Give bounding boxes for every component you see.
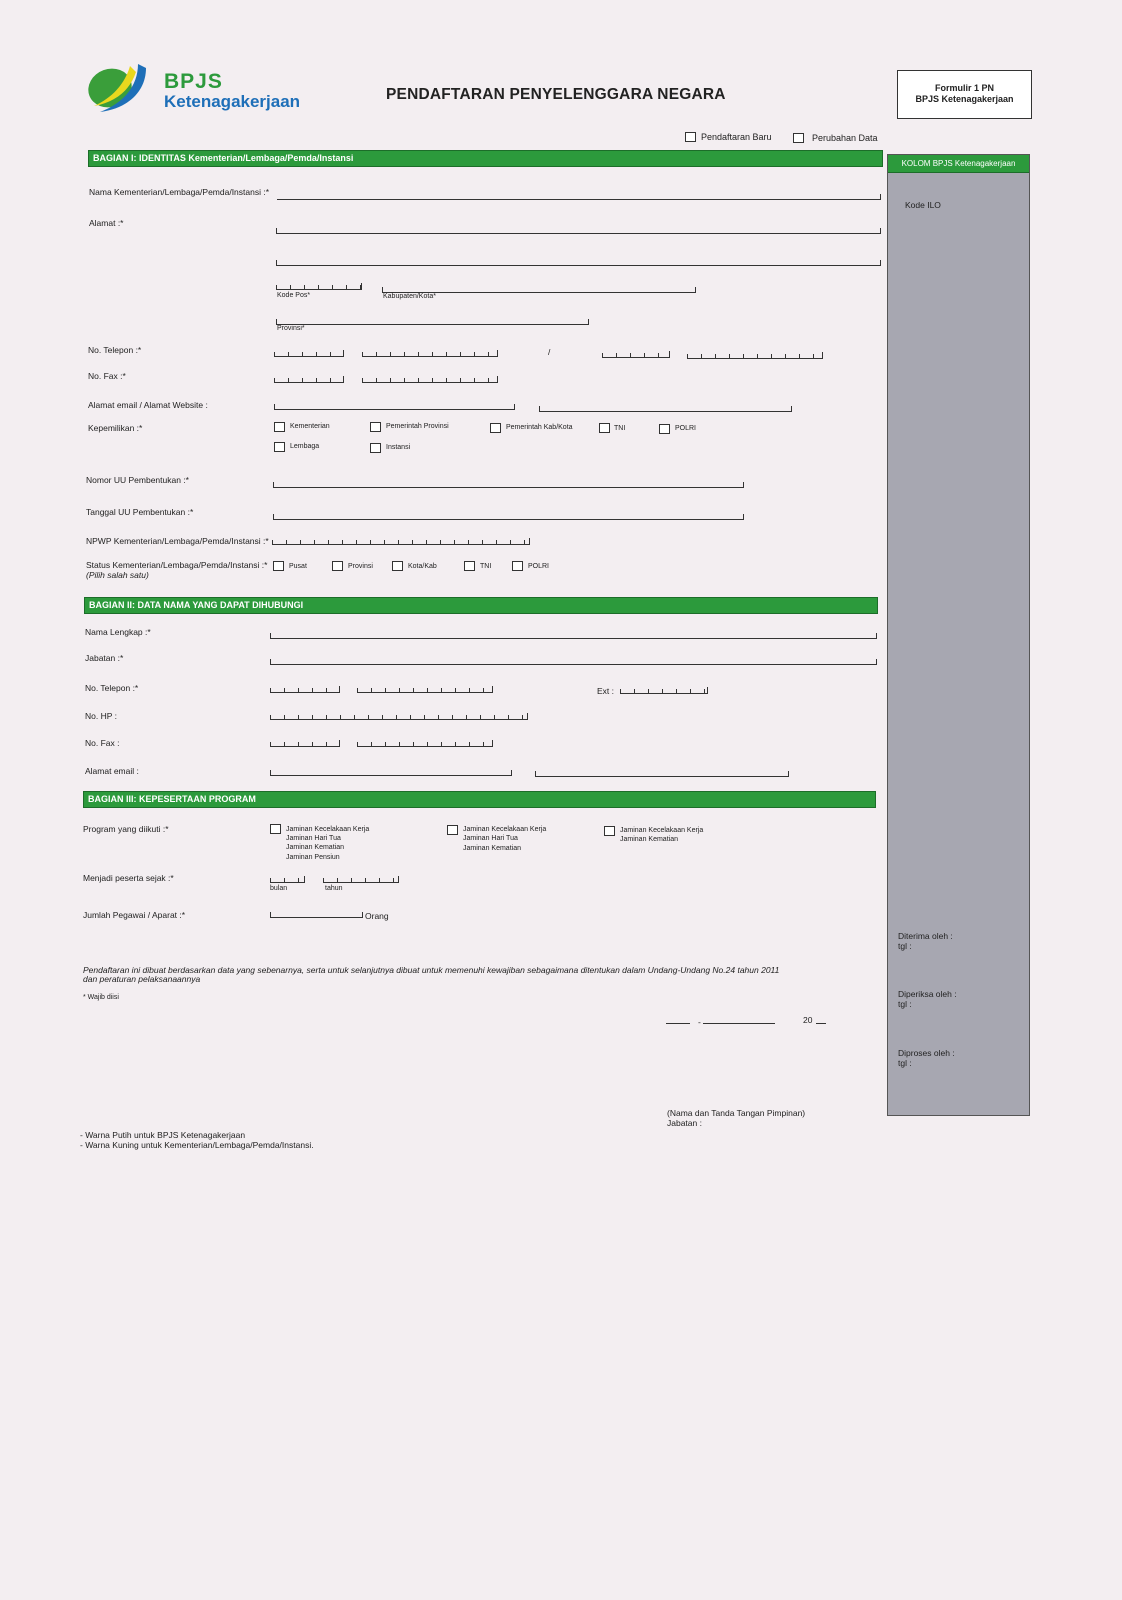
employee-count-label: Jumlah Pegawai / Aparat :* xyxy=(83,910,186,920)
law-date-field[interactable] xyxy=(273,514,744,520)
address-field-1[interactable] xyxy=(276,228,881,234)
law-number-label: Nomor UU Pembentukan :* xyxy=(86,475,189,485)
status-central-checkbox[interactable] xyxy=(273,561,284,571)
contact-ext-field[interactable] xyxy=(620,687,708,694)
sign-day-field[interactable] xyxy=(666,1023,690,1024)
member-since-year-label: tahun xyxy=(325,885,343,892)
change-data-label: Perubahan Data xyxy=(812,133,878,143)
own-regency-label: Pemerintah Kab/Kota xyxy=(506,424,573,431)
program-option3-item2: Jaminan Kematian xyxy=(620,836,678,843)
processed-by-label: Diproses oleh : xyxy=(898,1048,955,1058)
own-polri-label: POLRI xyxy=(675,425,697,432)
phone-area-code-field[interactable] xyxy=(274,350,344,357)
contact-hp-field[interactable] xyxy=(270,713,528,720)
status-city-label: Kota/Kab xyxy=(408,563,437,570)
own-ministry-label: Kementerian xyxy=(290,423,330,430)
own-tni-label: TNI xyxy=(614,425,626,432)
checked-by-label: Diperiksa oleh : xyxy=(898,989,957,999)
logo-text-top: BPJS xyxy=(164,70,223,93)
contact-position-label: Jabatan :* xyxy=(85,653,124,663)
sign-year-field[interactable] xyxy=(816,1023,826,1024)
program-option2-item2: Jaminan Hari Tua xyxy=(463,835,518,842)
email-field[interactable] xyxy=(274,404,515,410)
program-option3-checkbox[interactable] xyxy=(604,826,615,836)
contact-fax-number-field[interactable] xyxy=(357,740,493,747)
change-data-checkbox[interactable] xyxy=(793,133,804,143)
npwp-label: NPWP Kementerian/Lembaga/Pemda/Instansi :* xyxy=(86,536,269,546)
law-date-label: Tanggal UU Pembentukan :* xyxy=(86,507,194,517)
declaration-line2: dan peraturan pelaksanaannya xyxy=(83,974,201,984)
own-ministry-checkbox[interactable] xyxy=(274,422,285,432)
contact-hp-label: No. HP : xyxy=(85,711,117,721)
status-central-label: Pusat xyxy=(289,563,307,570)
contact-name-field[interactable] xyxy=(270,633,877,639)
website-field[interactable] xyxy=(539,406,792,412)
sign-year-prefix: 20 xyxy=(803,1015,813,1025)
member-since-label: Menjadi peserta sejak :* xyxy=(83,873,174,883)
section3-heading: BAGIAN III: KEPESERTAAN PROGRAM xyxy=(83,791,876,808)
province-label: Provinsi* xyxy=(277,325,305,332)
new-registration-checkbox[interactable] xyxy=(685,132,696,142)
contact-email-field-2[interactable] xyxy=(535,771,789,777)
own-tni-checkbox[interactable] xyxy=(599,423,610,433)
program-option2-item1: Jaminan Kecelakaan Kerja xyxy=(463,826,547,833)
member-since-month-label: bulan xyxy=(270,885,288,892)
status-province-checkbox[interactable] xyxy=(332,561,343,571)
signature-position-label: Jabatan : xyxy=(667,1118,702,1128)
status-note: (Pilih salah satu) xyxy=(86,570,149,580)
contact-name-label: Nama Lengkap :* xyxy=(85,627,151,637)
logo-text-bottom: Ketenagakerjaan xyxy=(164,92,301,111)
section1-heading: BAGIAN I: IDENTITAS Kementerian/Lembaga/Pemda/Instansi xyxy=(88,150,883,167)
mandatory-note: * Wajib diisi xyxy=(83,994,119,1001)
copy-note-yellow: - Warna Kuning untuk Kementerian/Lembaga/Pemda/Instansi. xyxy=(80,1140,314,1150)
new-registration-label: Pendaftaran Baru xyxy=(701,132,772,142)
form-id-line2: BPJS Ketenagakerjaan xyxy=(915,94,1014,104)
ownership-label: Kepemilikan :* xyxy=(88,423,143,433)
program-option2-checkbox[interactable] xyxy=(447,825,458,835)
form-id-line1: Formulir 1 PN xyxy=(934,83,994,93)
contact-ext-label: Ext : xyxy=(597,686,615,696)
member-since-year-field[interactable] xyxy=(323,876,399,883)
contact-fax-label: No. Fax : xyxy=(85,738,120,748)
contact-fax-area-field[interactable] xyxy=(270,740,340,747)
province-field[interactable] xyxy=(276,319,589,325)
phone2-area-code-field[interactable] xyxy=(602,351,670,358)
postal-code-field[interactable] xyxy=(276,283,362,290)
page-title: PENDAFTARAN PENYELENGGARA NEGARA xyxy=(386,86,726,103)
status-label: Status Kementerian/Lembaga/Pemda/Instansi :* xyxy=(86,560,268,570)
own-institution-checkbox[interactable] xyxy=(370,443,381,453)
program-option1-item1: Jaminan Kecelakaan Kerja xyxy=(286,826,370,833)
phone-label: No. Telepon :* xyxy=(88,345,142,355)
own-regency-checkbox[interactable] xyxy=(490,423,501,433)
employee-count-field[interactable] xyxy=(270,912,363,918)
contact-phone-label: No. Telepon :* xyxy=(85,683,139,693)
program-option2-item3: Jaminan Kematian xyxy=(463,845,521,852)
own-provincial-label: Pemerintah Provinsi xyxy=(386,423,449,430)
contact-phone-area-field[interactable] xyxy=(270,686,340,693)
agency-name-field[interactable] xyxy=(277,194,881,200)
program-option1-checkbox[interactable] xyxy=(270,824,281,834)
program-label: Program yang diikuti :* xyxy=(83,824,169,834)
declaration-line1: Pendaftaran ini dibuat berdasarkan data yang sebenarnya, serta untuk selanjutnya dibuat untuk memenuhi kewajiban sebagaimana ditentukan dalam Undang-Undang No.24 tahun 2011 xyxy=(83,965,780,975)
program-option3-item1: Jaminan Kecelakaan Kerja xyxy=(620,827,704,834)
bpjs-office-column xyxy=(887,154,1030,1116)
bpjs-office-column-heading: KOLOM BPJS Ketenagakerjaan xyxy=(888,155,1029,173)
employee-count-unit: Orang xyxy=(365,911,389,921)
contact-email-label: Alamat email : xyxy=(85,766,139,776)
phone-separator: / xyxy=(548,347,551,357)
kode-ilo-label: Kode ILO xyxy=(905,200,941,210)
own-polri-checkbox[interactable] xyxy=(659,424,670,434)
signature-caption: (Nama dan Tanda Tangan Pimpinan) xyxy=(667,1108,806,1118)
sign-date-separator: - xyxy=(698,1017,701,1027)
city-label: Kabupaten/Kota* xyxy=(383,293,436,300)
fax-number-field[interactable] xyxy=(362,376,498,383)
phone2-number-field[interactable] xyxy=(687,352,823,359)
status-polri-label: POLRI xyxy=(528,563,550,570)
bpjs-logo xyxy=(86,62,326,118)
own-institution-label: Instansi xyxy=(386,444,411,451)
status-polri-checkbox[interactable] xyxy=(512,561,523,571)
agency-name-label: Nama Kementerian/Lembaga/Pemda/Instansi :* xyxy=(89,187,270,197)
contact-email-field-1[interactable] xyxy=(270,770,512,776)
status-tni-checkbox[interactable] xyxy=(464,561,475,571)
own-agency-label: Lembaga xyxy=(290,443,320,450)
processed-date-label: tgl : xyxy=(898,1058,912,1068)
form-id-box xyxy=(897,70,1032,119)
fax-area-code-field[interactable] xyxy=(274,376,344,383)
sign-month-field[interactable] xyxy=(703,1023,775,1024)
email-website-label: Alamat email / Alamat Website : xyxy=(88,400,208,410)
contact-position-field[interactable] xyxy=(270,659,877,665)
phone-number-field[interactable] xyxy=(362,350,498,357)
contact-phone-number-field[interactable] xyxy=(357,686,493,693)
checked-date-label: tgl : xyxy=(898,999,912,1009)
npwp-field[interactable] xyxy=(272,538,530,545)
status-province-label: Provinsi xyxy=(348,563,373,570)
status-city-checkbox[interactable] xyxy=(392,561,403,571)
postal-code-label: Kode Pos* xyxy=(277,292,311,299)
program-option1-item2: Jaminan Hari Tua xyxy=(286,835,341,842)
section2-heading: BAGIAN II: DATA NAMA YANG DAPAT DIHUBUNGI xyxy=(84,597,878,614)
status-tni-label: TNI xyxy=(480,563,492,570)
address-label: Alamat :* xyxy=(89,218,124,228)
own-agency-checkbox[interactable] xyxy=(274,442,285,452)
law-number-field[interactable] xyxy=(273,482,744,488)
copy-note-white: - Warna Putih untuk BPJS Ketenagakerjaan xyxy=(80,1130,246,1140)
received-date-label: tgl : xyxy=(898,941,912,951)
own-provincial-checkbox[interactable] xyxy=(370,422,381,432)
received-by-label: Diterima oleh : xyxy=(898,931,953,941)
fax-label: No. Fax :* xyxy=(88,371,126,381)
program-option1-item3: Jaminan Kematian xyxy=(286,844,344,851)
program-option1-item4: Jaminan Pensiun xyxy=(286,854,340,861)
address-field-2[interactable] xyxy=(276,260,881,266)
logo-emblem-icon xyxy=(86,62,158,116)
member-since-month-field[interactable] xyxy=(270,876,305,883)
